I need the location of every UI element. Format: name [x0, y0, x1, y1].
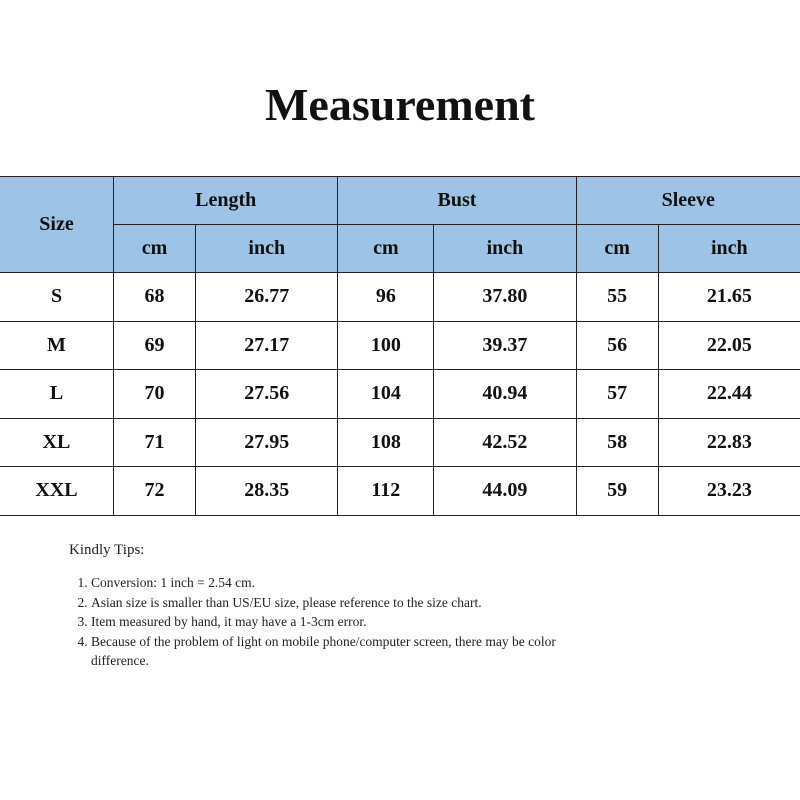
unit-header: inch [434, 225, 576, 273]
measurement-cell: 27.56 [196, 370, 338, 419]
measurement-cell: 96 [338, 273, 434, 322]
page-title: Measurement [265, 79, 535, 130]
tip-item: 2. Asian size is smaller than US/EU size, please reference to the size chart. [91, 593, 591, 613]
group-header-length: Length [114, 177, 338, 225]
measurement-cell: 27.95 [196, 418, 338, 467]
unit-header: cm [338, 225, 434, 273]
measurement-cell: 28.35 [196, 467, 338, 516]
size-cell: M [0, 321, 114, 370]
unit-header: cm [114, 225, 196, 273]
unit-header: inch [196, 225, 338, 273]
tips-heading: Kindly Tips: [69, 542, 145, 558]
measurement-cell: 108 [338, 418, 434, 467]
measurement-cell: 37.80 [434, 273, 576, 322]
measurement-cell: 22.83 [658, 418, 800, 467]
table-row [0, 273, 800, 322]
measurement-cell: 27.17 [196, 321, 338, 370]
tips-list [69, 573, 591, 671]
measurement-cell: 69 [114, 321, 196, 370]
size-cell: XXL [0, 467, 114, 516]
measurement-cell: 22.05 [658, 321, 800, 370]
table-row [0, 321, 800, 370]
measurement-cell: 72 [114, 467, 196, 516]
table-row [0, 467, 800, 516]
unit-header: cm [576, 225, 658, 273]
size-chart-table [0, 176, 800, 516]
measurement-cell: 55 [576, 273, 658, 322]
size-cell: S [0, 273, 114, 322]
measurement-cell: 56 [576, 321, 658, 370]
kindly-tips [69, 542, 591, 671]
measurement-cell: 21.65 [658, 273, 800, 322]
measurement-cell: 104 [338, 370, 434, 419]
tip-item: 1. Conversion: 1 inch = 2.54 cm. [91, 573, 591, 593]
measurement-cell: 22.44 [658, 370, 800, 419]
table-row [0, 370, 800, 419]
measurement-cell: 57 [576, 370, 658, 419]
measurement-cell: 71 [114, 418, 196, 467]
measurement-cell: 68 [114, 273, 196, 322]
measurement-cell: 100 [338, 321, 434, 370]
size-cell: XL [0, 418, 114, 467]
unit-header: inch [658, 225, 800, 273]
tip-item: 4. Because of the problem of light on mobile phone/computer screen, there may be color difference. [91, 632, 591, 671]
size-header: Size [0, 177, 114, 273]
group-header-bust: Bust [338, 177, 576, 225]
tip-item: 3. Item measured by hand, it may have a 1-3cm error. [91, 612, 591, 632]
measurement-cell: 59 [576, 467, 658, 516]
group-header-sleeve: Sleeve [576, 177, 800, 225]
measurement-cell: 42.52 [434, 418, 576, 467]
measurement-cell: 39.37 [434, 321, 576, 370]
table-row [0, 418, 800, 467]
measurement-cell: 26.77 [196, 273, 338, 322]
size-cell: L [0, 370, 114, 419]
measurement-cell: 23.23 [658, 467, 800, 516]
measurement-cell: 40.94 [434, 370, 576, 419]
measurement-cell: 58 [576, 418, 658, 467]
measurement-cell: 112 [338, 467, 434, 516]
measurement-cell: 44.09 [434, 467, 576, 516]
measurement-cell: 70 [114, 370, 196, 419]
